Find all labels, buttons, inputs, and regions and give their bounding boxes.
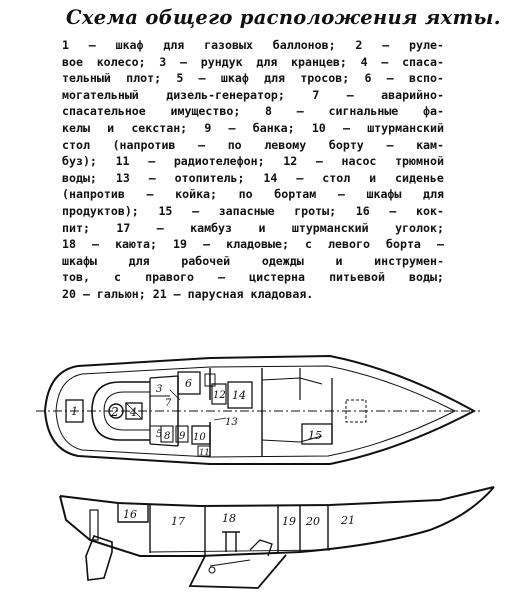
caption-word: тельный [62,71,111,86]
profile-keel [190,555,286,588]
caption-word: цистерна [249,270,305,285]
caption-word: кранцев; [291,54,347,69]
profile-label: 19 [282,515,296,528]
caption-word: 13 [115,170,130,185]
caption-word: (напротив [112,137,176,152]
caption-word: — [337,187,345,202]
caption-word: кам- [416,137,444,152]
caption-word: запасные [218,203,275,218]
caption-word: — [198,71,206,86]
plan-label: 15 [308,429,322,442]
caption-word: — [382,38,390,52]
caption-word: 3 [159,54,167,69]
caption-word: буз); [62,154,97,169]
profile-view [60,487,494,588]
caption-word: рундук [200,54,243,69]
caption-word: — [346,87,354,102]
caption-word: келы [62,120,90,135]
caption-word: штурманский [291,220,369,235]
caption-word: баллонов; [272,38,336,52]
caption-word: борту [328,137,364,152]
caption-word: радиотелефон; [173,154,265,169]
caption-word: дизель-генератор; [166,87,285,102]
profile-label: 16 [123,508,137,521]
caption-word: гроты; [294,203,337,218]
plan-labels [71,377,322,458]
caption-word: и [107,120,115,135]
caption-word: — [386,137,394,152]
caption-word: вое [62,54,83,69]
caption-word: 9 [204,120,212,135]
caption-word: вспо- [409,71,444,86]
caption-word: руле- [409,38,444,52]
caption-word: тросов; [300,71,350,86]
caption-word: 18 [62,237,76,252]
caption-word: воды; [409,270,444,285]
caption-word: 6 [364,71,372,86]
caption-word: для [163,38,185,52]
caption-word: 16 [355,203,370,218]
plan-label: 9 [179,431,186,442]
caption-word: 10 [311,120,326,135]
caption-word: — [315,154,323,169]
caption-word: насос [341,154,377,169]
plan-label: 7 [165,398,172,409]
caption-word: 19 [173,237,187,252]
caption-word: газовых [204,38,253,52]
caption-word: — [218,270,226,285]
caption-word: левого [328,237,370,252]
caption-word: — [296,104,304,119]
caption-word: фа- [423,104,444,119]
plan-label: 10 [193,432,206,443]
caption-word: спасательное [62,104,146,119]
caption-word: правого [145,270,194,285]
profile-label: 18 [222,512,236,525]
caption-word: с [114,270,121,285]
caption-word: — [198,137,206,152]
plan-label: 13 [225,417,238,428]
caption-word: и [369,170,377,185]
profile-label: 21 [341,514,355,527]
caption-word: трюмной [395,154,444,169]
caption-word: — [92,237,100,252]
caption-word: шкафы [62,253,97,268]
profile-sheer [60,487,494,506]
caption-word: сиденье [395,170,444,185]
caption-word: секстан; [131,120,188,135]
caption-word: для [264,71,286,86]
profile-label: 17 [171,515,185,528]
cabin-bunk-upper [262,378,322,384]
caption-word: — [296,170,304,185]
plan-label: 4 [130,406,137,419]
caption-word: стол [62,137,90,152]
profile-table [222,532,240,552]
caption-word: пит; [62,220,90,235]
plan-label: 11 [199,448,210,458]
caption-word: для [423,187,444,202]
plan-label: 14 [232,389,246,402]
caption-word: сигнальные [328,104,399,119]
caption-word: 17 [116,220,131,235]
caption-word: — [88,38,96,52]
caption-word: бортам [274,187,317,202]
caption-word: 7 [312,87,320,102]
caption-word: кок- [416,203,444,218]
caption-word: койка; [175,187,218,202]
caption-word: — [148,154,156,169]
caption-word: с [305,237,312,252]
caption-word: каюта; [115,237,157,252]
caption-word: — [146,187,154,202]
caption-word: воды; [62,170,97,185]
caption-word: — [203,237,211,252]
caption-word: для [128,253,150,268]
caption-word: штурманский [367,120,444,135]
caption-word: — [389,203,397,218]
caption-word: кладовые; [226,237,289,252]
caption-word: продуктов); [62,203,139,218]
caption-word: 12 [283,154,298,169]
caption-word: 14 [263,170,278,185]
propeller-icon [209,567,215,573]
caption-word: имущество; [170,104,241,119]
plan-label: 5 [156,429,163,440]
caption-word: — [156,220,164,235]
caption-word: — [228,120,236,135]
caption-word: для [256,54,278,69]
caption-word: 15 [158,203,173,218]
plan-label: 2 [111,405,119,419]
plan-label: 3 [156,384,163,395]
caption-word: и [258,220,266,235]
caption-word: плот; [126,71,162,86]
caption-word: и [335,253,343,268]
caption-word: могательный [62,87,139,102]
caption-word: одежды [261,253,304,268]
caption-word: рабочей [181,253,231,268]
plan-view [36,356,480,464]
caption-word: (напротив [62,187,125,202]
caption-word: аварийно- [381,87,444,102]
profile-shaft [210,560,250,566]
plan-label: 1 [71,405,78,418]
caption-word: тов, [62,270,90,285]
caption-word: по [227,137,242,152]
caption-word: левому [264,137,307,152]
caption-word: — [148,170,156,185]
caption-word: питьевой [329,270,385,285]
plan-label: 8 [164,431,171,442]
caption-word: по [238,187,253,202]
caption-word: — [381,54,389,69]
caption-word: спаса- [402,54,444,69]
profile-labels [123,508,355,528]
plan-label: 6 [185,377,192,390]
profile-label: 20 [306,515,320,528]
figure-title: Схема общего расположения яхты. [66,6,501,29]
caption-word: 5 [176,71,184,86]
caption-word: 1 [62,38,69,52]
caption-word: стол [322,170,351,185]
caption-word: шкафы [366,187,402,202]
caption-word: — [386,71,394,86]
caption-word: шкаф [115,38,144,52]
caption-word: шкаф [220,71,249,86]
caption-word: банка; [252,120,295,135]
caption-word: колесо; [96,54,146,69]
caption-word: отопитель; [174,170,245,185]
caption-word: 4 [360,54,368,69]
caption-word: уголок; [395,220,444,235]
caption-word: 2 [355,38,363,52]
plan-label: 12 [213,390,226,401]
caption-word: 8 [265,104,273,119]
caption-word: — [180,54,187,69]
caption-word: — [343,120,350,135]
caption-word: — [436,237,444,252]
caption-line-text: 20 — гальюн; 21 — парусная кладовая. [62,286,314,301]
caption-word: инструмен- [374,253,444,268]
caption-word: камбуз [190,220,233,235]
caption-word: 11 [115,154,130,169]
caption-word: — [192,203,200,218]
caption-word: борта [386,237,421,252]
